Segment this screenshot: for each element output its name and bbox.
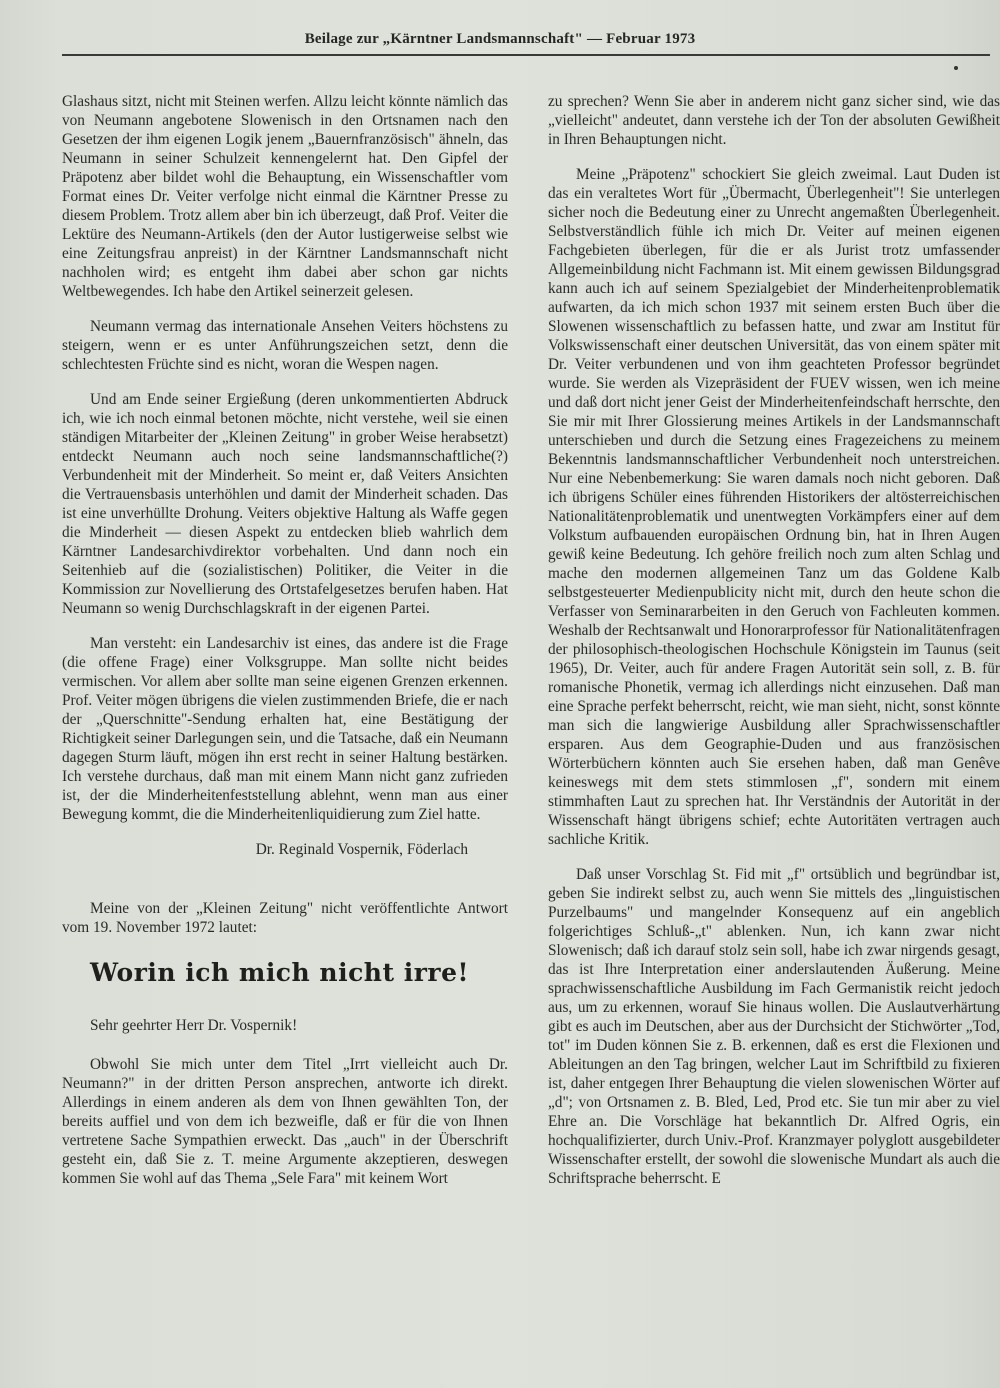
paragraph: Glashaus sitzt, nicht mit Steinen werfen. Allzu leicht könnte nämlich das von Neumann angebotene Slowenisch in den Ortsnamen nach den Gesetzen der ihm eigenen Logik jenem „Bauernfranzösisch" ähneln, das Neumann in seiner Schulzeit kennengelernt hat. Den Gipfel der Präpotenz aber bildet wohl die Behauptung, ein Wissenschaftler vom Format eines Dr. Veiter verfolge nicht einmal die Kärntner Presse zu diesem Problem. Trotz allem aber bin ich überzeugt, daß Prof. Veiter die Lektüre des Neumann-Artikels (den der Autor lustigerweise selbst wie eine Zeitungsfrau anpreist) in der Kärntner Landsmannschaft nicht nachholen wird; es entgeht ihm dabei aber schon gar nichts Weltbewegendes. Ich habe den Artikel seinerzeit gelesen. <box>62 93 508 300</box>
paragraph: Man versteht: ein Landesarchiv ist eines, das andere ist die Frage (die offene Frage) einer Volksgruppe. Man sollte nicht beides vermischen. Vor allem aber sollte man seine eigenen Grenzen erkennen. Prof. Veiter mögen übrigens die vielen zustimmenden Briefe, die er nach der „Querschnitte"-Sendung erhalten hat, eine Bestätigung der Richtigkeit seiner Darlegungen sein, und die Tatsache, daß ein Neumann dagegen Sturm läuft, mögen ihn erst recht in seiner Haltung bestärken. Ich verstehe durchaus, daß man mit einem Mann nicht ganz zufrieden ist, der die Minderheitenfeststellung ablehnt, wenn man aus einer Bewegung kommt, die die Minderheitenliquidierung zum Ziel hatte. <box>62 635 508 823</box>
signature: Dr. Reginald Vospernik, Föderlach <box>255 841 468 858</box>
paragraph: zu sprechen? Wenn Sie aber in anderem nicht ganz sicher sind, wie das „vielleicht" andeutet, dann verstehe ich der Ton der absoluten Gewißheit in Ihren Behauptungen nicht. <box>548 93 1000 148</box>
paragraph: Obwohl Sie mich unter dem Titel „Irrt vielleicht auch Dr. Neumann?" in der dritten Person ansprechen, antworte ich direkt. Allerdings in einem anderen als dem von Ihnen gewählten Ton, der bereits auffiel und von dem ich bezweifle, daß er für die von Ihnen vertretene Sache Sympathien erweckt. Das „auch" in der Überschrift gesteht ein, daß Sie z. T. meine Argumente akzeptieren, deswegen kommen Sie wohl auf das Thema „Sele Fara" mit keinem Wort <box>62 1056 508 1187</box>
paragraph: Meine „Präpotenz" schockiert Sie gleich zweimal. Laut Duden ist das ein veraltetes Wort für „Übermacht, Überlegenheit"! Sie unterlegen sicher noch die Bedeutung einer zu Unrecht angemaßten Überlegenheit. Selbstverständlich fühle ich mich Dr. Veiter auf meinen eigenen Fachgebieten überlegen, für die er als Jurist trotz umfassender Allgemeinbildung nicht Fachmann ist. Mit einem gewissen Bildungsgrad kann auch ich auf seinem Spezialgebiet der Minderheitenproblematik aufwarten, da ich mich schon 1937 mit seinem ersten Buch über die Slowenen wissenschaftlich zu befassen hatte, und zwar am Institut für Volkswissenschaft einer deutschen Universität, das von einem später mit Dr. Veiter verbundenen und von ihm geachteten Professor begründet wurde. Sie werden als Vizepräsident der FUEV wissen, wen ich meine und daß dort nicht jener Geist der Minderheitenfeindschaft herrschte, den Sie mir mit Ihrer Glossierung meines Artikels in der Landsmannschaft unterschieben und durch die Setzung eines Fragezeichens zu meinem Bekenntnis landsmannschaftlicher Verbundenheit noch unterstreichen. Nur eine Nebenbemerkung: Sie waren damals noch nicht geboren. Daß ich übrigens Schüler eines führenden Historikers der altösterreichischen Nationalitätenproblematik und unentwegten Vorkämpfers einer auf dem Volkstum aufbauenden europäischen Ordnung bin, hat in Ihren Augen gewiß keine Bedeutung. Ich gehöre freilich noch zum alten Schlag und mache den modernen allgemeinen Tanz um das Goldene Kalb selbstgesteuerter Medienpublicity nicht mit, durch den heute schon die Verfasser von Seminararbeiten in den Geruch von Fachleuten kommen. Weshalb der Rechtsanwalt und Honorarprofessor für Nationalitätenfragen der philosophisch-theologischen Hochschule Königstein im Taunus (seit 1965), Dr. Veiter, auch für andere Fragen Autorität sein soll, z. B. für romanische Phonetik, vermag ich allerdings nicht einzusehen. Daß man eine Sprache perfekt beherrscht, reicht, wie man sieht, nicht, sonst könnte man sich die langwierige Ausbildung aller Sprachwissenschaftler ersparen. Aus dem Geographie-Duden und aus französischen Wörterbüchern könnten auch Sie ersehen haben, daß man Genêve keineswegs mit dem stets stimmlosen „f", sondern mit einem stimmhaften Laut zu sprechen hat. Ihr Verständnis der Autorität in der Wissenschaft hängt übrigens schief; echte Autoritäten vertragen auch sachliche Kritik. <box>548 166 1000 848</box>
intro-paragraph: Meine von der „Kleinen Zeitung" nicht veröffentlichte Antwort vom 19. November 1972 lautet: <box>62 900 508 936</box>
paragraph: Und am Ende seiner Ergießung (deren unkommentierten Abdruck ich, wie ich noch einmal betonen möchte, nicht verstehe, weil sie einen ständigen Mitarbeiter der „Kleinen Zeitung" in grober Weise herabsetzt) entdeckt Neumann auch noch seine landsmannschaftliche(?) Verbundenheit mit der Minderheit. So meint er, daß Veiters Ansichten die Vertrauensbasis unterhöhlen und damit der Minderheit schaden. Das ist eine unverhüllte Drohung. Veiters objektive Haltung als Waffe gegen die Minderheit — diesen Aspekt zu entdecken blieb wahrlich dem Kärntner Landesarchivdirektor vorbehalten. Und dann noch ein Seitenhieb auf die (sozialistischen) Politiker, die Veiter in die Kommission zur Novellierung des Ortstafelgesetzes berufen haben. Hat Neumann so wenig Durchschlagskraft in der eigenen Partei. <box>62 391 508 617</box>
header-rule <box>62 54 990 56</box>
article-headline: Worin ich mich nicht irre! <box>90 958 469 987</box>
print-speck <box>954 66 958 70</box>
right-column <box>548 92 1000 1312</box>
page-header: Beilage zur „Kärntner Landsmannschaft" — Februar 1973 <box>304 31 696 47</box>
left-column <box>62 92 508 1204</box>
paragraph: Daß unser Vorschlag St. Fid mit „f" ortsüblich und begründbar ist, geben Sie indirekt selbst zu, auch wenn Sie mittels des „linguistischen Purzelbaums" und mangelnder Konsequenz auf ein angeblich folgerichtiges Schluß-„t" ablenken. Nun, ich kann zwar nicht Slowenisch; daß ich darauf stolz sein soll, habe ich zwar nirgends gesagt, das ist Ihre Interpretation einer anderslautenden Äußerung. Meine sprachwissenschaftliche Ausbildung im Fach Germanistik reicht jedoch aus, um zu erkennen, worauf Sie hinaus wollen. Die Auslautverhärtung gibt es auch im Deutschen, aber aus der Durchsicht der Stichwörter „Tod, tot" im Duden können Sie z. B. erkennen, daß es erst die Flexionen und Ableitungen an den Tag bringen, welcher Laut im Schriftbild zu fixieren ist, daher entgegen Ihrer Behauptung die vielen slowenischen Wörter auf „d"; von Ortsnamen z. B. Bled, Led, Prod etc. Sie tun mir aber zu viel Ehre an. Die Vorschläge hat bekanntlich Dr. Alfred Ogris, ein hochqualifizierter, durch Univ.-Prof. Kranzmayer polyglott ausgebildeter Wissenschafter erstellt, der sowohl die slowenische Mundart als auch die Schriftsprache beherrscht. E <box>548 866 1000 1187</box>
salutation: Sehr geehrter Herr Dr. Vospernik! <box>90 1017 298 1034</box>
paragraph: Neumann vermag das internationale Ansehen Veiters höchstens zu steigern, wenn er es unter Anführungszeichen setzt, denn die schlechtesten Früchte sind es nicht, woran die Wespen nagen. <box>62 318 508 373</box>
